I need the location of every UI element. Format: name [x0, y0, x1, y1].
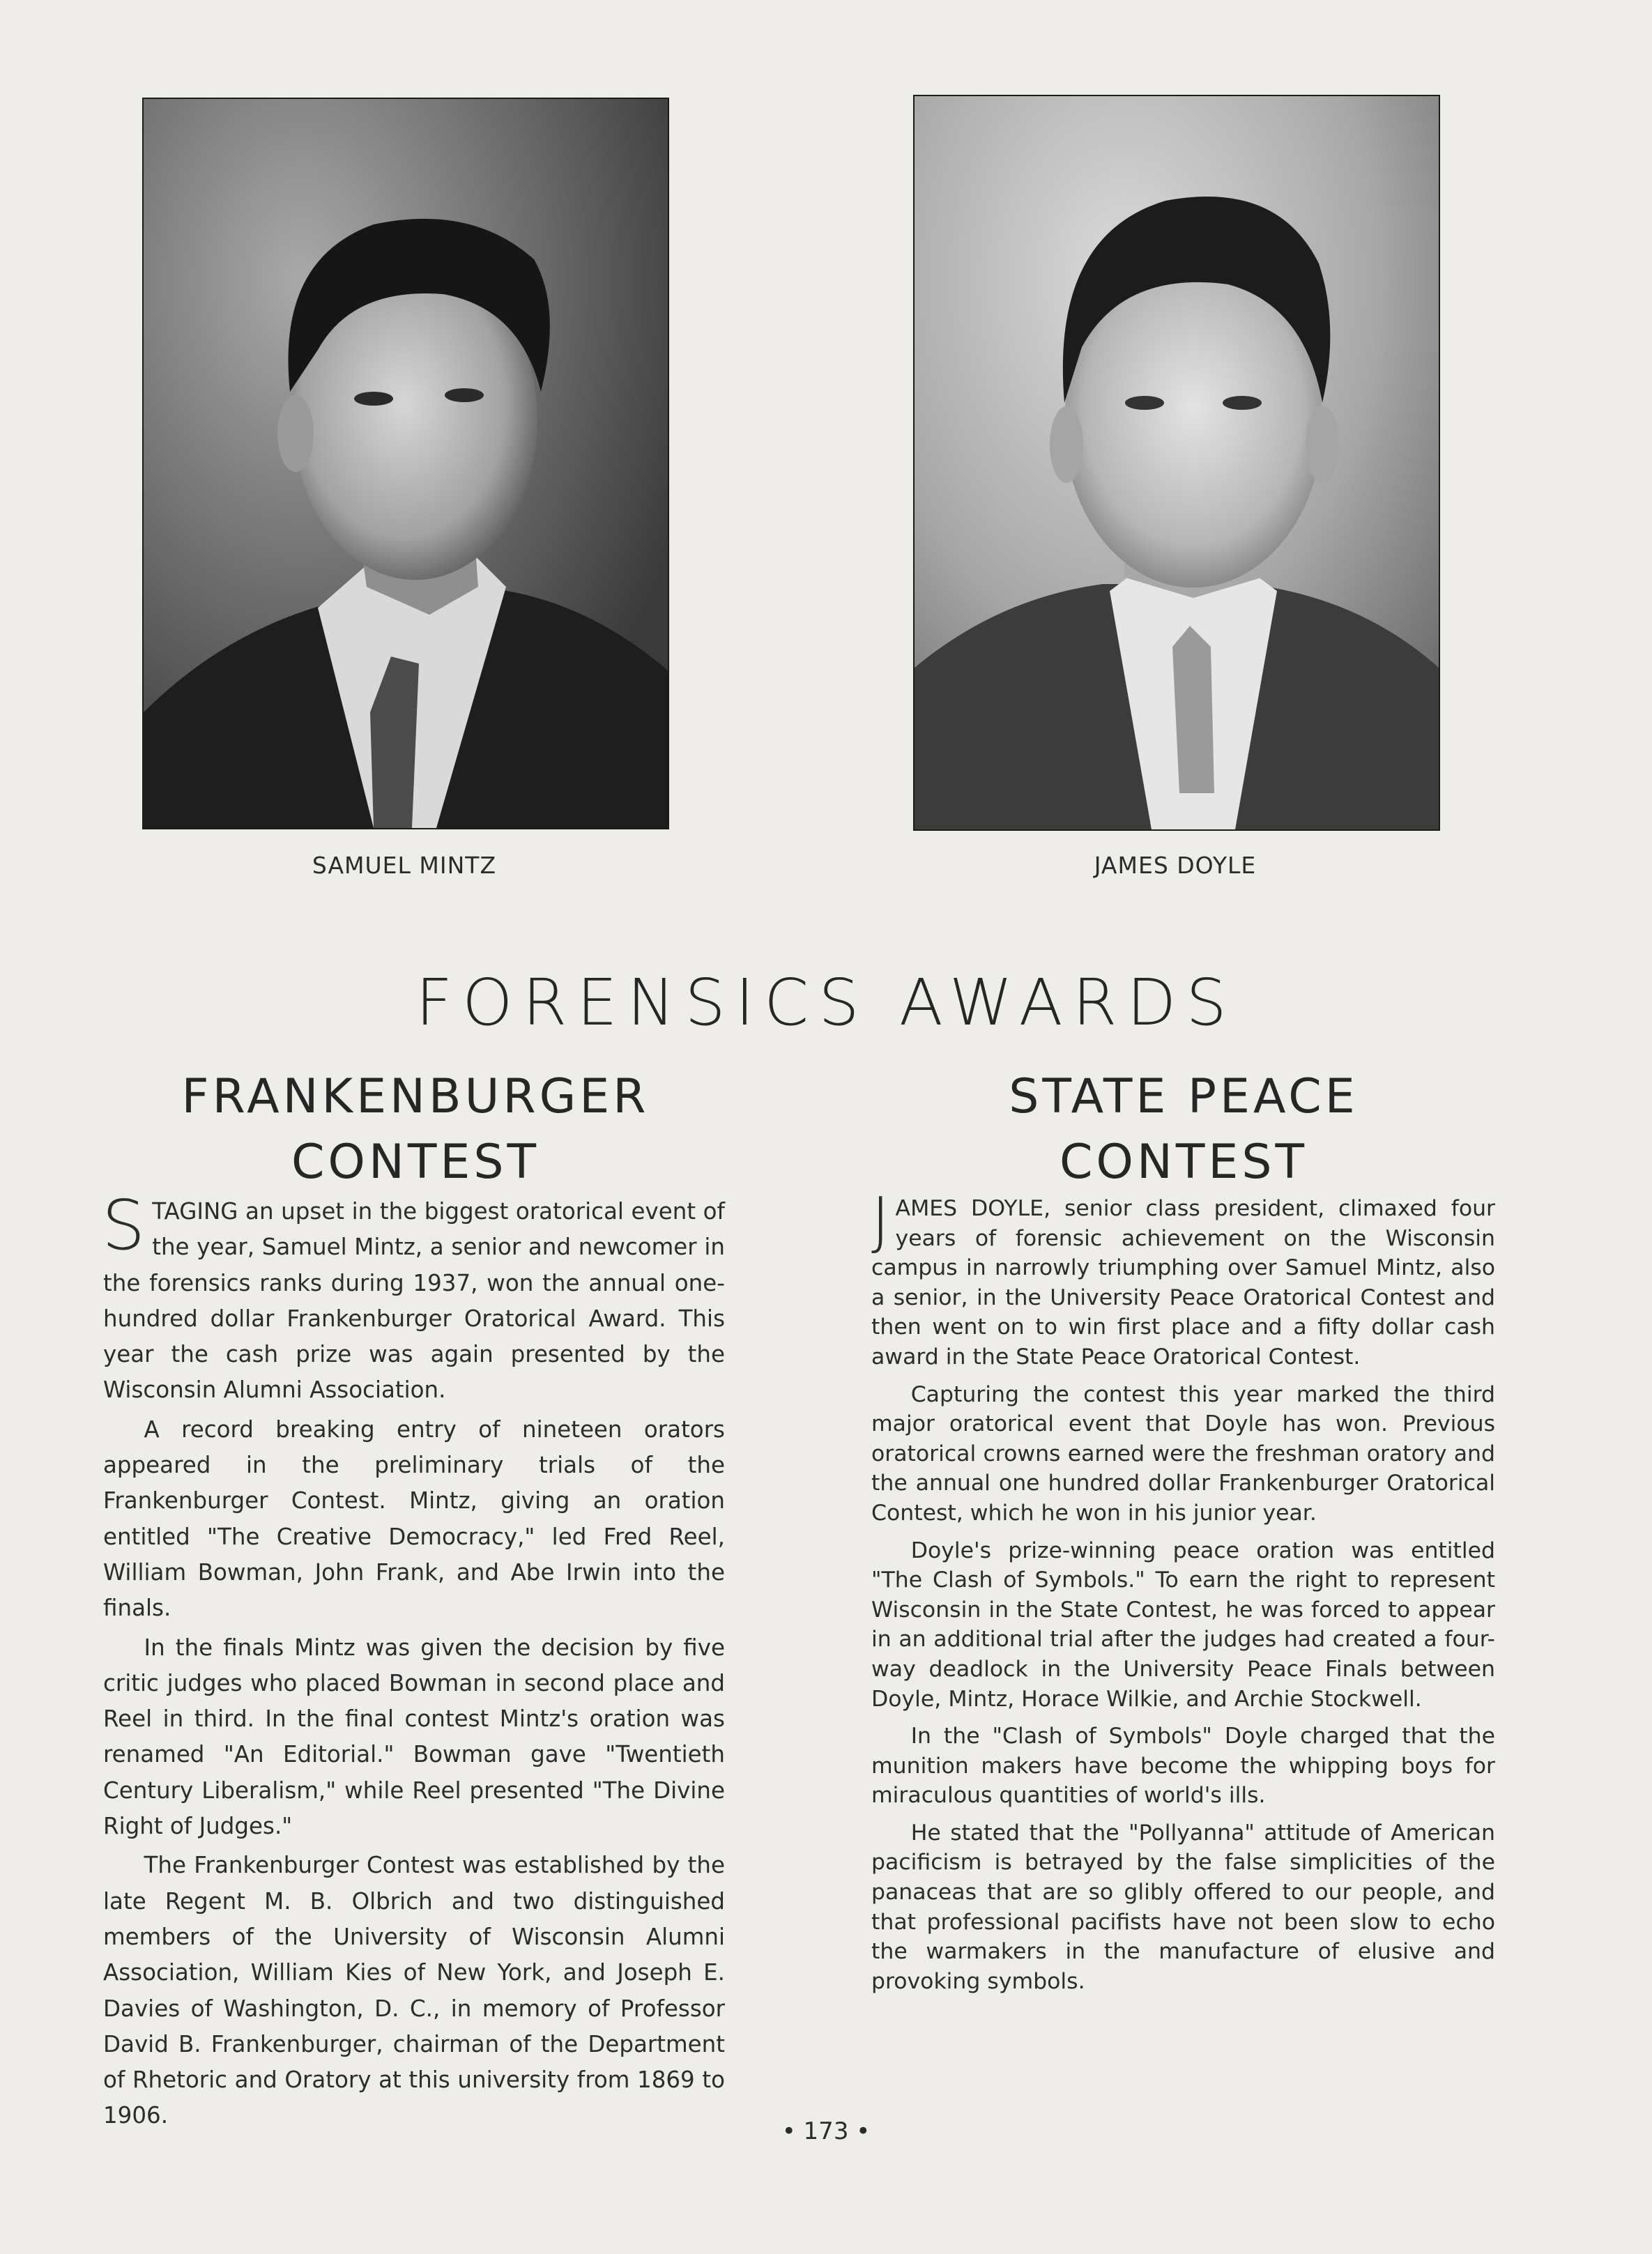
right-paragraph-2: Capturing the contest this year marked the third major oratorical event that Doyle has won. Previous oratorical crowns earned were the freshman oratory and the annual one hundred dollar Frankenburger Oratorical Contest, which he won in his junior year.	[871, 1381, 1495, 1526]
heading-right-line1: STATE PEACE	[1009, 1069, 1359, 1124]
heading-frankenburger-contest	[102, 1064, 729, 1195]
page-title: FORENSICS AWARDS	[415, 965, 1237, 1040]
portrait-samuel-mintz	[142, 98, 669, 829]
portrait-image-left	[144, 99, 668, 828]
left-paragraph-3: In the finals Mintz was given the decision by five critic judges who placed Bowman in second place and Reel in third. In the final contest Mintz's oration was renamed "An Editorial." Bowman gave "Twentieth Century Liberalism," while Reel presented "The Divine Right of Judges."	[103, 1634, 725, 1840]
dropcap-left: S	[102, 1186, 146, 1266]
left-paragraph-4: The Frankenburger Contest was established by the late Regent M. B. Olbrich and two distinguished members of the University of Wisconsin Alumni Association, William Kies of New York, and Joseph E. Davies of Washington, D. C., in memory of Professor David B. Frankenburger, chairman of the Department of Rhetoric and Oratory at this university from 1869 to 1906.	[103, 1852, 725, 2129]
left-paragraph-1: STAGING an upset in the biggest oratorical event of the year, Samuel Mintz, a senior and newcomer in the forensics ranks during 1937, won the annual one-hundred dollar Frankenburger Oratorical Award. This year the cash prize was again presented by the Wisconsin Alumni Association.	[102, 1186, 725, 1404]
right-paragraph-1: JAMES DOYLE, senior class president, climaxed four years of forensic achievement on the Wisconsin campus in narrowly triumphing over Samuel Mintz, also a senior, in the University Peace Oratorical Contest and then went on to win first place and a fifty dollar cash award in the State Peace Oratorical Contest.	[871, 1184, 1495, 1370]
portrait-image-right	[915, 96, 1439, 829]
caption-left: SAMUEL MINTZ	[312, 852, 497, 879]
heading-left-line2: CONTEST	[291, 1135, 540, 1190]
dropcap-right: J	[871, 1184, 890, 1257]
left-paragraph-2: A record breaking entry of nineteen orators appeared in the preliminary trials of the Frankenburger Contest. Mintz, giving an oration entitled "The Creative Democracy," led Fred Reel, William Bowman, John Frank, and Abe Irwin into the finals.	[103, 1416, 725, 1622]
caption-right: JAMES DOYLE	[1094, 852, 1257, 879]
heading-state-peace-contest	[870, 1064, 1497, 1195]
page-number: • 173 •	[781, 2117, 871, 2145]
heading-right-line2: CONTEST	[1059, 1135, 1308, 1190]
column-right	[871, 1184, 1495, 2004]
column-left	[102, 1186, 725, 2138]
heading-left-line1: FRANKENBURGER	[181, 1069, 650, 1124]
right-paragraph-4: In the "Clash of Symbols" Doyle charged that the munition makers have become the whipping boys for miraculous quantities of world's ills.	[871, 1724, 1495, 1809]
right-paragraph-5: He stated that the "Pollyanna" attitude of American pacificism is betrayed by the false simplicities of the panaceas that are so glibly offered to our people, and that professional pacifists have not been slow to echo the warmakers in the manufacture of elusive and provoking symbols.	[871, 1820, 1495, 1994]
portrait-james-doyle	[913, 95, 1440, 831]
right-paragraph-3: Doyle's prize-winning peace oration was entitled "The Clash of Symbols." To earn the right to represent Wisconsin in the State Contest, he was forced to appear in an additional trial after the judges had created a four-way deadlock in the University Peace Finals between Doyle, Mintz, Horace Wilkie, and Archie Stockwell.	[871, 1538, 1495, 1712]
